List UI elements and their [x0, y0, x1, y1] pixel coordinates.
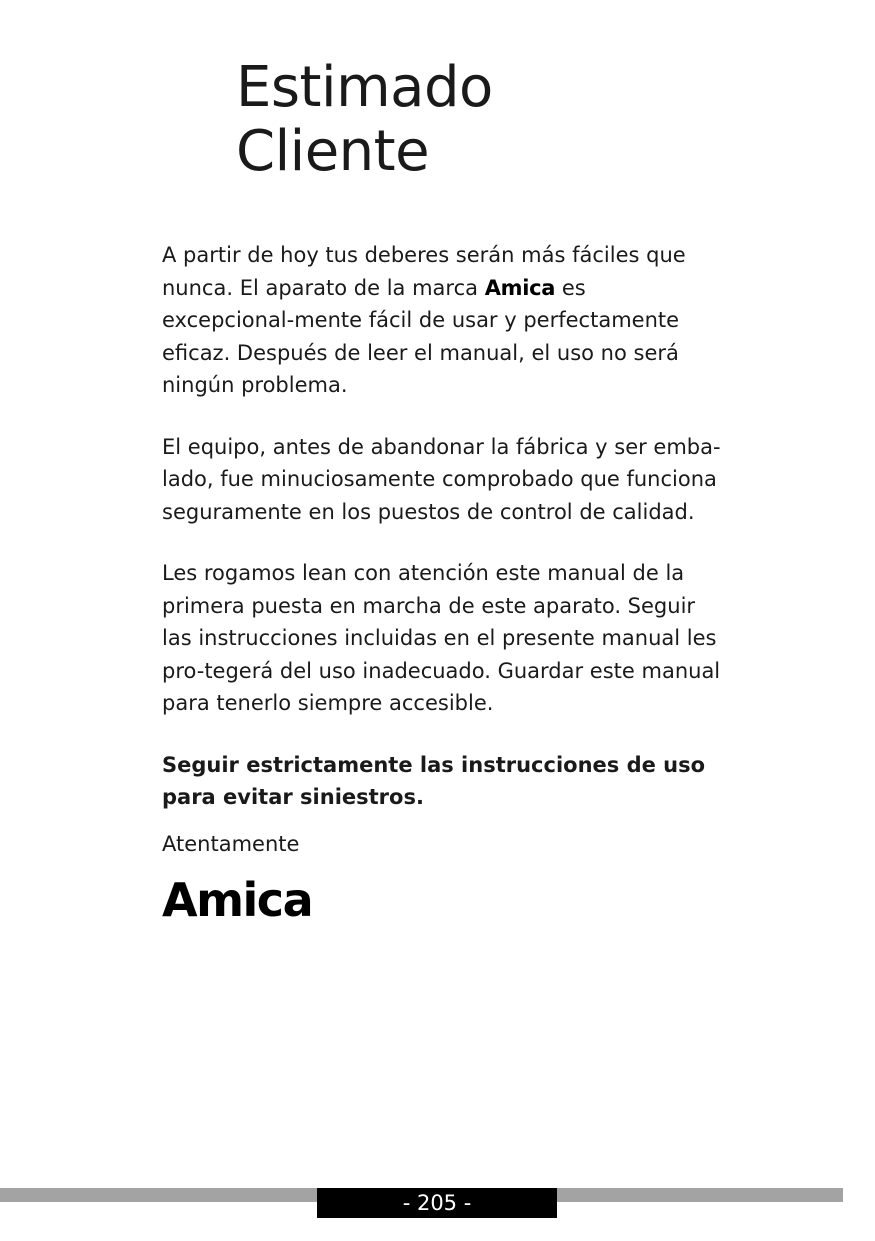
paragraph-safety-warning: Seguir estrictamente las instrucciones de uso para evitar siniestros. — [162, 752, 706, 809]
amica-logo: Amica — [162, 873, 313, 927]
paragraph-intro-text-end: es excepcional-mente fácil de usar y perfectamente eficaz. Después de leer el manual, el uso no será ningún problema. — [162, 275, 680, 397]
paragraph-intro — [162, 239, 722, 402]
title-line-2: Cliente — [236, 119, 430, 184]
brand-inline-logo: Amica — [484, 275, 556, 300]
closing-salutation: Atentamente — [162, 832, 300, 856]
paragraph-intro-text-start: A partir de hoy tus deberes serán más fáciles que nunca. El aparato de la marca — [162, 243, 686, 300]
page-title — [236, 56, 493, 184]
letter-body — [162, 239, 722, 843]
page-number: - 205 - — [317, 1188, 557, 1218]
title-line-1: Estimado — [236, 55, 493, 120]
paragraph-manual-advice: Les rogamos lean con atención este manual de la primera puesta en marcha de este aparato. Seguir las instrucciones incluidas en el presente manual les pro-tegerá del uso inadecuado. Guardar este manual para tenerlo siempre accesible. — [162, 561, 721, 715]
paragraph-quality-check: El equipo, antes de abandonar la fábrica y ser emba-lado, fue minuciosamente comprobado que funciona seguramente en los puestos de control de calidad. — [162, 434, 721, 524]
